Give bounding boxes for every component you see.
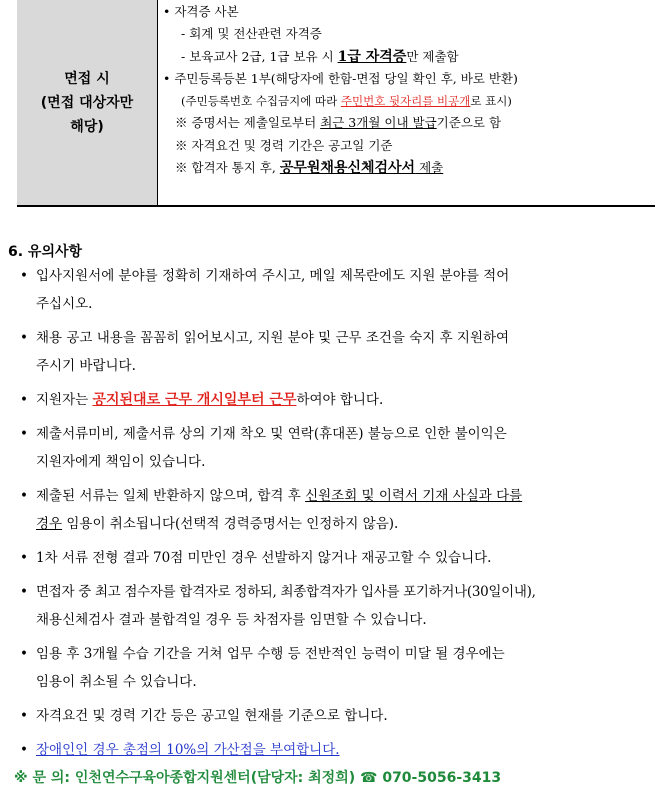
documents-table [17,0,655,207]
label-line-2: (면접 대상자만 [40,94,134,111]
interview-label-cell [17,0,158,206]
doc-item-resident-register: • 주민등록등본 1부(해당자에 한함-면접 당일 확인 후, 바로 반환) [163,70,518,86]
doc-item-health-check: ※ 합격자 통지 후, 공무원채용신체검사서 제출 [175,160,444,177]
background-check-underline: 신원조회 및 이력서 기재 사실과 다를 [305,488,523,504]
start-date-emphasis: 공지된대로 근무 개시일부터 근무 [92,392,297,408]
disability-bonus-link[interactable]: 장애인인 경우 총점의 10%의 가산점을 부여합니다. [36,742,340,758]
note-item: • 지원자는 공지된대로 근무 개시일부터 근무하여야 합니다. [20,392,384,408]
note-item: • 자격요건 및 경력 기간 등은 공고일 현재를 기준으로 합니다. [20,708,388,724]
section-title: 6. 유의사항 [8,244,83,260]
contact-phone[interactable]: 070-5056-3413 [382,770,502,786]
documents-list [158,0,656,206]
doc-item-certificate: • 자격증 사본 [163,4,239,19]
note-item: • 제출서류미비, 제출서류 상의 기재 착오 및 연락(휴대폰) 불능으로 인한 불이익은 지원자에게 책임이 있습니다. [20,426,507,470]
doc-item-childcare-cert: - 보육교사 2급, 1급 보유 시 1급 자격증만 제출함 [181,48,459,65]
highlight-level1-cert: 1급 자격증 [337,48,407,65]
note-item: • 1차 서류 전형 결과 70점 미만인 경우 선발하지 않거나 재공고할 수 있습니다. [20,550,492,566]
contact-text: 문 의: 인천연수구육아종합지원센터(담당자: 최정희) [32,770,356,786]
highlight-health-check: 공무원채용신체검사서 [279,160,416,177]
notes-list [18,262,663,770]
highlight-hide-id: 주민번호 뒷자리를 비공개 [340,94,471,109]
doc-item-criteria-date: ※ 자격요건 및 경력 기간은 공고일 기준 [175,137,393,153]
note-item: • 입사지원서에 분야를 정확히 기재하여 주시고, 메일 제목란에도 지원 분야를 적어 주십시오. [20,268,510,312]
note-item: • 채용 공고 내용을 꼼꼼히 읽어보시고, 지원 분야 및 근무 조건을 숙지 후 지원하여 주시기 바랍니다. [20,330,510,374]
label-line-1: 면접 시 [64,70,110,87]
doc-item-privacy-note: (주민등록번호 수집금지에 따라 주민번호 뒷자리를 비공개로 표시) [181,94,512,109]
note-item: • 장애인인 경우 총점의 10%의 가산점을 부여합니다. [20,742,340,758]
note-item: • 면접자 중 최고 점수자를 합격자로 정하되, 최종합격자가 입사를 포기하거나(30일이내), 채용신체검사 결과 불합격일 경우 등 차점자를 임면할 수 있습니다. [20,584,536,628]
contact-info [14,767,501,787]
reference-mark-icon: ※ [14,770,28,786]
note-item: • 임용 후 3개월 수습 기간을 거쳐 업무 수행 등 전반적인 능력이 미달 될 경우에는 임용이 취소될 수 있습니다. [20,646,505,690]
doc-item-issue-date: ※ 증명서는 제출일로부터 최근 3개월 이내 발급기준으로 함 [175,115,502,131]
highlight-recent-3months: 최근 3개월 이내 발급 [320,115,437,131]
label-line-3: 해당) [70,118,104,135]
note-item: • 제출된 서류는 일체 반환하지 않으며, 합격 후 신원조회 및 이력서 기재 사실과 다를 경우 임용이 취소됩니다(선택적 경력증명서는 인정하지 않음). [20,488,523,532]
phone-icon: ☎ [360,770,378,786]
doc-item-accounting-cert: - 회계 및 전산관련 자격증 [181,26,322,42]
